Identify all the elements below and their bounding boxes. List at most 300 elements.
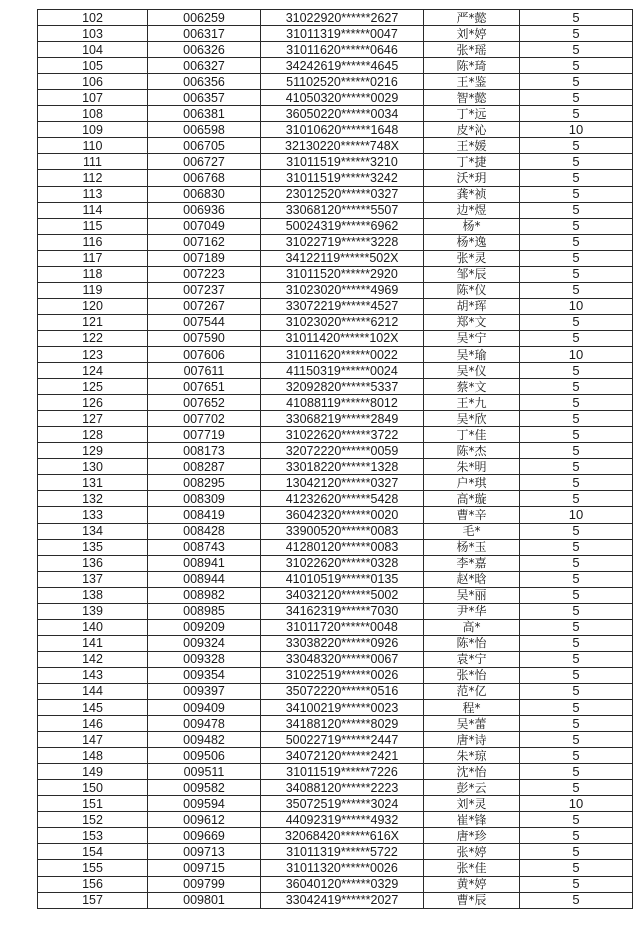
table-row xyxy=(38,491,633,507)
table-row xyxy=(38,170,633,186)
amount-cell: 5 xyxy=(520,732,633,748)
id-number-cell: 50024319******6962 xyxy=(261,218,424,234)
name-cell: 陈*琦 xyxy=(424,58,520,74)
amount-cell: 5 xyxy=(520,635,633,651)
id-number-cell: 35072220******0516 xyxy=(261,683,424,699)
name-cell: 皮*沁 xyxy=(424,122,520,138)
amount-cell: 5 xyxy=(520,555,633,571)
table-row xyxy=(38,282,633,298)
id-number-cell: 31011519******7226 xyxy=(261,764,424,780)
amount-cell: 5 xyxy=(520,218,633,234)
id-number-cell: 41150319******0024 xyxy=(261,363,424,379)
name-cell: 高*璇 xyxy=(424,491,520,507)
name-cell: 丁*佳 xyxy=(424,427,520,443)
member-code-cell: 009511 xyxy=(148,764,261,780)
amount-cell: 5 xyxy=(520,491,633,507)
name-cell: 沈*怡 xyxy=(424,764,520,780)
member-code-cell: 006326 xyxy=(148,42,261,58)
table-row xyxy=(38,892,633,908)
member-code-cell: 009209 xyxy=(148,619,261,635)
row-number-cell: 102 xyxy=(38,10,148,26)
member-code-cell: 006317 xyxy=(148,26,261,42)
id-number-cell: 33068219******2849 xyxy=(261,411,424,427)
name-cell: 杨*逸 xyxy=(424,234,520,250)
id-number-cell: 31011519******3210 xyxy=(261,154,424,170)
amount-cell: 5 xyxy=(520,90,633,106)
row-number-cell: 149 xyxy=(38,764,148,780)
member-code-cell: 006768 xyxy=(148,170,261,186)
id-number-cell: 31023020******6212 xyxy=(261,314,424,330)
id-number-cell: 33042419******2027 xyxy=(261,892,424,908)
member-code-cell: 009801 xyxy=(148,892,261,908)
table-body xyxy=(38,10,633,909)
id-number-cell: 33038220******0926 xyxy=(261,635,424,651)
id-number-cell: 32072220******0059 xyxy=(261,443,424,459)
row-number-cell: 132 xyxy=(38,491,148,507)
id-number-cell: 31022719******3228 xyxy=(261,234,424,250)
row-number-cell: 126 xyxy=(38,395,148,411)
name-cell: 胡*珲 xyxy=(424,298,520,314)
id-number-cell: 34242619******4645 xyxy=(261,58,424,74)
table-row xyxy=(38,603,633,619)
amount-cell: 5 xyxy=(520,250,633,266)
amount-cell: 5 xyxy=(520,138,633,154)
name-cell: 朱*明 xyxy=(424,459,520,475)
name-cell: 曹*辰 xyxy=(424,892,520,908)
amount-cell: 5 xyxy=(520,379,633,395)
table-row xyxy=(38,250,633,266)
table-row xyxy=(38,363,633,379)
member-code-cell: 007267 xyxy=(148,298,261,314)
id-number-cell: 33048320******0067 xyxy=(261,651,424,667)
table-row xyxy=(38,683,633,699)
member-code-cell: 006727 xyxy=(148,154,261,170)
row-number-cell: 105 xyxy=(38,58,148,74)
name-cell: 袁*宁 xyxy=(424,651,520,667)
row-number-cell: 113 xyxy=(38,186,148,202)
table-row xyxy=(38,395,633,411)
row-number-cell: 130 xyxy=(38,459,148,475)
row-number-cell: 114 xyxy=(38,202,148,218)
id-number-cell: 31011319******0047 xyxy=(261,26,424,42)
member-code-cell: 006598 xyxy=(148,122,261,138)
name-cell: 程* xyxy=(424,700,520,716)
member-code-cell: 007162 xyxy=(148,234,261,250)
name-cell: 龚*祯 xyxy=(424,186,520,202)
amount-cell: 5 xyxy=(520,876,633,892)
table-row xyxy=(38,42,633,58)
id-number-cell: 13042120******0327 xyxy=(261,475,424,491)
row-number-cell: 156 xyxy=(38,876,148,892)
table-row xyxy=(38,764,633,780)
id-number-cell: 34188120******8029 xyxy=(261,716,424,732)
name-cell: 彭*云 xyxy=(424,780,520,796)
id-number-cell: 31011620******0022 xyxy=(261,346,424,362)
row-number-cell: 127 xyxy=(38,411,148,427)
id-number-cell: 35072519******3024 xyxy=(261,796,424,812)
amount-cell: 5 xyxy=(520,58,633,74)
row-number-cell: 146 xyxy=(38,716,148,732)
row-number-cell: 109 xyxy=(38,122,148,138)
id-number-cell: 41088119******8012 xyxy=(261,395,424,411)
table-row xyxy=(38,346,633,362)
row-number-cell: 103 xyxy=(38,26,148,42)
amount-cell: 10 xyxy=(520,122,633,138)
amount-cell: 5 xyxy=(520,523,633,539)
member-code-cell: 007611 xyxy=(148,363,261,379)
table-row xyxy=(38,876,633,892)
table-row xyxy=(38,748,633,764)
member-code-cell: 006357 xyxy=(148,90,261,106)
row-number-cell: 145 xyxy=(38,700,148,716)
name-cell: 毛* xyxy=(424,523,520,539)
id-number-cell: 31011420******102X xyxy=(261,330,424,346)
row-number-cell: 119 xyxy=(38,282,148,298)
amount-cell: 5 xyxy=(520,202,633,218)
amount-cell: 5 xyxy=(520,26,633,42)
member-code-cell: 009713 xyxy=(148,844,261,860)
row-number-cell: 121 xyxy=(38,314,148,330)
table-row xyxy=(38,90,633,106)
id-number-cell: 33900520******0083 xyxy=(261,523,424,539)
amount-cell: 5 xyxy=(520,860,633,876)
name-cell: 范*亿 xyxy=(424,683,520,699)
table-row xyxy=(38,443,633,459)
table-row xyxy=(38,411,633,427)
table-row xyxy=(38,523,633,539)
table-row xyxy=(38,571,633,587)
name-cell: 吴*丽 xyxy=(424,587,520,603)
name-cell: 边*煜 xyxy=(424,202,520,218)
table-row xyxy=(38,844,633,860)
table-row xyxy=(38,555,633,571)
name-cell: 陈*仪 xyxy=(424,282,520,298)
table-row xyxy=(38,314,633,330)
amount-cell: 5 xyxy=(520,186,633,202)
row-number-cell: 153 xyxy=(38,828,148,844)
member-code-cell: 009397 xyxy=(148,683,261,699)
row-number-cell: 155 xyxy=(38,860,148,876)
member-code-cell: 006830 xyxy=(148,186,261,202)
member-code-cell: 008419 xyxy=(148,507,261,523)
id-number-cell: 36040120******0329 xyxy=(261,876,424,892)
member-code-cell: 007189 xyxy=(148,250,261,266)
amount-cell: 5 xyxy=(520,395,633,411)
name-cell: 郑*文 xyxy=(424,314,520,330)
name-cell: 吴*欣 xyxy=(424,411,520,427)
name-cell: 蔡*文 xyxy=(424,379,520,395)
name-cell: 高* xyxy=(424,619,520,635)
row-number-cell: 150 xyxy=(38,780,148,796)
row-number-cell: 135 xyxy=(38,539,148,555)
table-row xyxy=(38,587,633,603)
id-number-cell: 31022920******2627 xyxy=(261,10,424,26)
table-row xyxy=(38,154,633,170)
id-number-cell: 23012520******0327 xyxy=(261,186,424,202)
member-code-cell: 009669 xyxy=(148,828,261,844)
row-number-cell: 137 xyxy=(38,571,148,587)
member-code-cell: 009482 xyxy=(148,732,261,748)
amount-cell: 10 xyxy=(520,507,633,523)
id-number-cell: 34100219******0023 xyxy=(261,700,424,716)
member-code-cell: 008309 xyxy=(148,491,261,507)
id-number-cell: 44092319******4932 xyxy=(261,812,424,828)
amount-cell: 5 xyxy=(520,106,633,122)
member-code-cell: 008428 xyxy=(148,523,261,539)
member-code-cell: 009582 xyxy=(148,780,261,796)
name-cell: 尹*华 xyxy=(424,603,520,619)
name-cell: 朱*琼 xyxy=(424,748,520,764)
name-cell: 张*瑶 xyxy=(424,42,520,58)
member-code-cell: 007049 xyxy=(148,218,261,234)
member-code-cell: 006356 xyxy=(148,74,261,90)
name-cell: 崔*锋 xyxy=(424,812,520,828)
id-number-cell: 34162319******7030 xyxy=(261,603,424,619)
table-row xyxy=(38,539,633,555)
id-number-cell: 34122119******502X xyxy=(261,250,424,266)
name-cell: 智*懿 xyxy=(424,90,520,106)
row-number-cell: 124 xyxy=(38,363,148,379)
name-cell: 张*灵 xyxy=(424,250,520,266)
id-number-cell: 51102520******0216 xyxy=(261,74,424,90)
name-cell: 吴*蕾 xyxy=(424,716,520,732)
amount-cell: 5 xyxy=(520,10,633,26)
name-cell: 李*嘉 xyxy=(424,555,520,571)
member-code-cell: 006381 xyxy=(148,106,261,122)
table-row xyxy=(38,459,633,475)
id-number-cell: 31010620******1648 xyxy=(261,122,424,138)
member-code-cell: 008985 xyxy=(148,603,261,619)
amount-cell: 5 xyxy=(520,716,633,732)
row-number-cell: 157 xyxy=(38,892,148,908)
name-cell: 刘*婷 xyxy=(424,26,520,42)
member-code-cell: 007651 xyxy=(148,379,261,395)
row-number-cell: 118 xyxy=(38,266,148,282)
id-number-cell: 33072219******4527 xyxy=(261,298,424,314)
id-number-cell: 31022519******0026 xyxy=(261,667,424,683)
member-code-cell: 008173 xyxy=(148,443,261,459)
amount-cell: 5 xyxy=(520,764,633,780)
amount-cell: 5 xyxy=(520,443,633,459)
member-code-cell: 008941 xyxy=(148,555,261,571)
row-number-cell: 148 xyxy=(38,748,148,764)
member-code-cell: 007590 xyxy=(148,330,261,346)
data-table xyxy=(37,9,633,909)
name-cell: 唐*诗 xyxy=(424,732,520,748)
row-number-cell: 144 xyxy=(38,683,148,699)
amount-cell: 5 xyxy=(520,314,633,330)
name-cell: 张*怡 xyxy=(424,667,520,683)
id-number-cell: 34088120******2223 xyxy=(261,780,424,796)
table-row xyxy=(38,667,633,683)
name-cell: 曹*辛 xyxy=(424,507,520,523)
table-row xyxy=(38,860,633,876)
row-number-cell: 110 xyxy=(38,138,148,154)
id-number-cell: 31023020******4969 xyxy=(261,282,424,298)
amount-cell: 5 xyxy=(520,170,633,186)
table-row xyxy=(38,716,633,732)
id-number-cell: 33018220******1328 xyxy=(261,459,424,475)
row-number-cell: 129 xyxy=(38,443,148,459)
id-number-cell: 34072120******2421 xyxy=(261,748,424,764)
name-cell: 沃*玥 xyxy=(424,170,520,186)
row-number-cell: 106 xyxy=(38,74,148,90)
name-cell: 陈*怡 xyxy=(424,635,520,651)
amount-cell: 5 xyxy=(520,411,633,427)
table-row xyxy=(38,635,633,651)
name-cell: 赵*晗 xyxy=(424,571,520,587)
row-number-cell: 133 xyxy=(38,507,148,523)
table-row xyxy=(38,138,633,154)
amount-cell: 5 xyxy=(520,619,633,635)
member-code-cell: 009328 xyxy=(148,651,261,667)
table-row xyxy=(38,298,633,314)
row-number-cell: 104 xyxy=(38,42,148,58)
amount-cell: 5 xyxy=(520,683,633,699)
row-number-cell: 142 xyxy=(38,651,148,667)
amount-cell: 5 xyxy=(520,651,633,667)
id-number-cell: 31011620******0646 xyxy=(261,42,424,58)
member-code-cell: 009409 xyxy=(148,700,261,716)
amount-cell: 5 xyxy=(520,539,633,555)
name-cell: 杨* xyxy=(424,218,520,234)
member-code-cell: 009506 xyxy=(148,748,261,764)
member-code-cell: 008295 xyxy=(148,475,261,491)
amount-cell: 5 xyxy=(520,74,633,90)
member-code-cell: 009799 xyxy=(148,876,261,892)
name-cell: 陈*杰 xyxy=(424,443,520,459)
member-code-cell: 007544 xyxy=(148,314,261,330)
table-row xyxy=(38,427,633,443)
member-code-cell: 009354 xyxy=(148,667,261,683)
table-row xyxy=(38,330,633,346)
member-code-cell: 006327 xyxy=(148,58,261,74)
id-number-cell: 31011519******3242 xyxy=(261,170,424,186)
amount-cell: 5 xyxy=(520,42,633,58)
amount-cell: 5 xyxy=(520,748,633,764)
table-row xyxy=(38,202,633,218)
member-code-cell: 008944 xyxy=(148,571,261,587)
row-number-cell: 116 xyxy=(38,234,148,250)
name-cell: 张*婷 xyxy=(424,844,520,860)
amount-cell: 5 xyxy=(520,266,633,282)
amount-cell: 5 xyxy=(520,234,633,250)
name-cell: 王*鉴 xyxy=(424,74,520,90)
row-number-cell: 120 xyxy=(38,298,148,314)
id-number-cell: 31011520******2920 xyxy=(261,266,424,282)
id-number-cell: 41010519******0135 xyxy=(261,571,424,587)
id-number-cell: 32092820******5337 xyxy=(261,379,424,395)
name-cell: 丁*捷 xyxy=(424,154,520,170)
id-number-cell: 31011320******0026 xyxy=(261,860,424,876)
member-code-cell: 008982 xyxy=(148,587,261,603)
amount-cell: 5 xyxy=(520,828,633,844)
table-row xyxy=(38,234,633,250)
member-code-cell: 007719 xyxy=(148,427,261,443)
table-row xyxy=(38,186,633,202)
id-number-cell: 31022620******0328 xyxy=(261,555,424,571)
row-number-cell: 141 xyxy=(38,635,148,651)
amount-cell: 5 xyxy=(520,844,633,860)
amount-cell: 5 xyxy=(520,812,633,828)
amount-cell: 5 xyxy=(520,587,633,603)
row-number-cell: 111 xyxy=(38,154,148,170)
row-number-cell: 108 xyxy=(38,106,148,122)
amount-cell: 10 xyxy=(520,796,633,812)
row-number-cell: 134 xyxy=(38,523,148,539)
table-row xyxy=(38,106,633,122)
name-cell: 黄*婷 xyxy=(424,876,520,892)
member-code-cell: 007606 xyxy=(148,346,261,362)
name-cell: 户*琪 xyxy=(424,475,520,491)
amount-cell: 5 xyxy=(520,780,633,796)
table-row xyxy=(38,218,633,234)
table-row xyxy=(38,651,633,667)
row-number-cell: 136 xyxy=(38,555,148,571)
table-row xyxy=(38,26,633,42)
member-code-cell: 008743 xyxy=(148,539,261,555)
member-code-cell: 006936 xyxy=(148,202,261,218)
name-cell: 唐*珍 xyxy=(424,828,520,844)
amount-cell: 5 xyxy=(520,700,633,716)
row-number-cell: 152 xyxy=(38,812,148,828)
name-cell: 吴*仪 xyxy=(424,363,520,379)
id-number-cell: 31011720******0048 xyxy=(261,619,424,635)
amount-cell: 5 xyxy=(520,892,633,908)
row-number-cell: 138 xyxy=(38,587,148,603)
id-number-cell: 31011319******5722 xyxy=(261,844,424,860)
amount-cell: 5 xyxy=(520,459,633,475)
row-number-cell: 115 xyxy=(38,218,148,234)
table-row xyxy=(38,812,633,828)
id-number-cell: 41232620******5428 xyxy=(261,491,424,507)
row-number-cell: 140 xyxy=(38,619,148,635)
id-number-cell: 41050320******0029 xyxy=(261,90,424,106)
id-number-cell: 33068120******5507 xyxy=(261,202,424,218)
id-number-cell: 36042320******0020 xyxy=(261,507,424,523)
row-number-cell: 112 xyxy=(38,170,148,186)
table-row xyxy=(38,74,633,90)
amount-cell: 5 xyxy=(520,282,633,298)
table-row xyxy=(38,379,633,395)
member-code-cell: 007652 xyxy=(148,395,261,411)
id-number-cell: 32130220******748X xyxy=(261,138,424,154)
name-cell: 张*佳 xyxy=(424,860,520,876)
id-number-cell: 41280120******0083 xyxy=(261,539,424,555)
name-cell: 邹*辰 xyxy=(424,266,520,282)
row-number-cell: 117 xyxy=(38,250,148,266)
id-number-cell: 32068420******616X xyxy=(261,828,424,844)
amount-cell: 5 xyxy=(520,427,633,443)
table-row xyxy=(38,475,633,491)
member-code-cell: 007237 xyxy=(148,282,261,298)
table-row xyxy=(38,619,633,635)
name-cell: 严*懿 xyxy=(424,10,520,26)
name-cell: 吴*宁 xyxy=(424,330,520,346)
row-number-cell: 128 xyxy=(38,427,148,443)
amount-cell: 5 xyxy=(520,603,633,619)
row-number-cell: 131 xyxy=(38,475,148,491)
id-number-cell: 50022719******2447 xyxy=(261,732,424,748)
amount-cell: 5 xyxy=(520,571,633,587)
table-row xyxy=(38,796,633,812)
amount-cell: 10 xyxy=(520,298,633,314)
name-cell: 杨*玉 xyxy=(424,539,520,555)
row-number-cell: 123 xyxy=(38,346,148,362)
name-cell: 刘*灵 xyxy=(424,796,520,812)
table-row xyxy=(38,732,633,748)
member-code-cell: 006705 xyxy=(148,138,261,154)
